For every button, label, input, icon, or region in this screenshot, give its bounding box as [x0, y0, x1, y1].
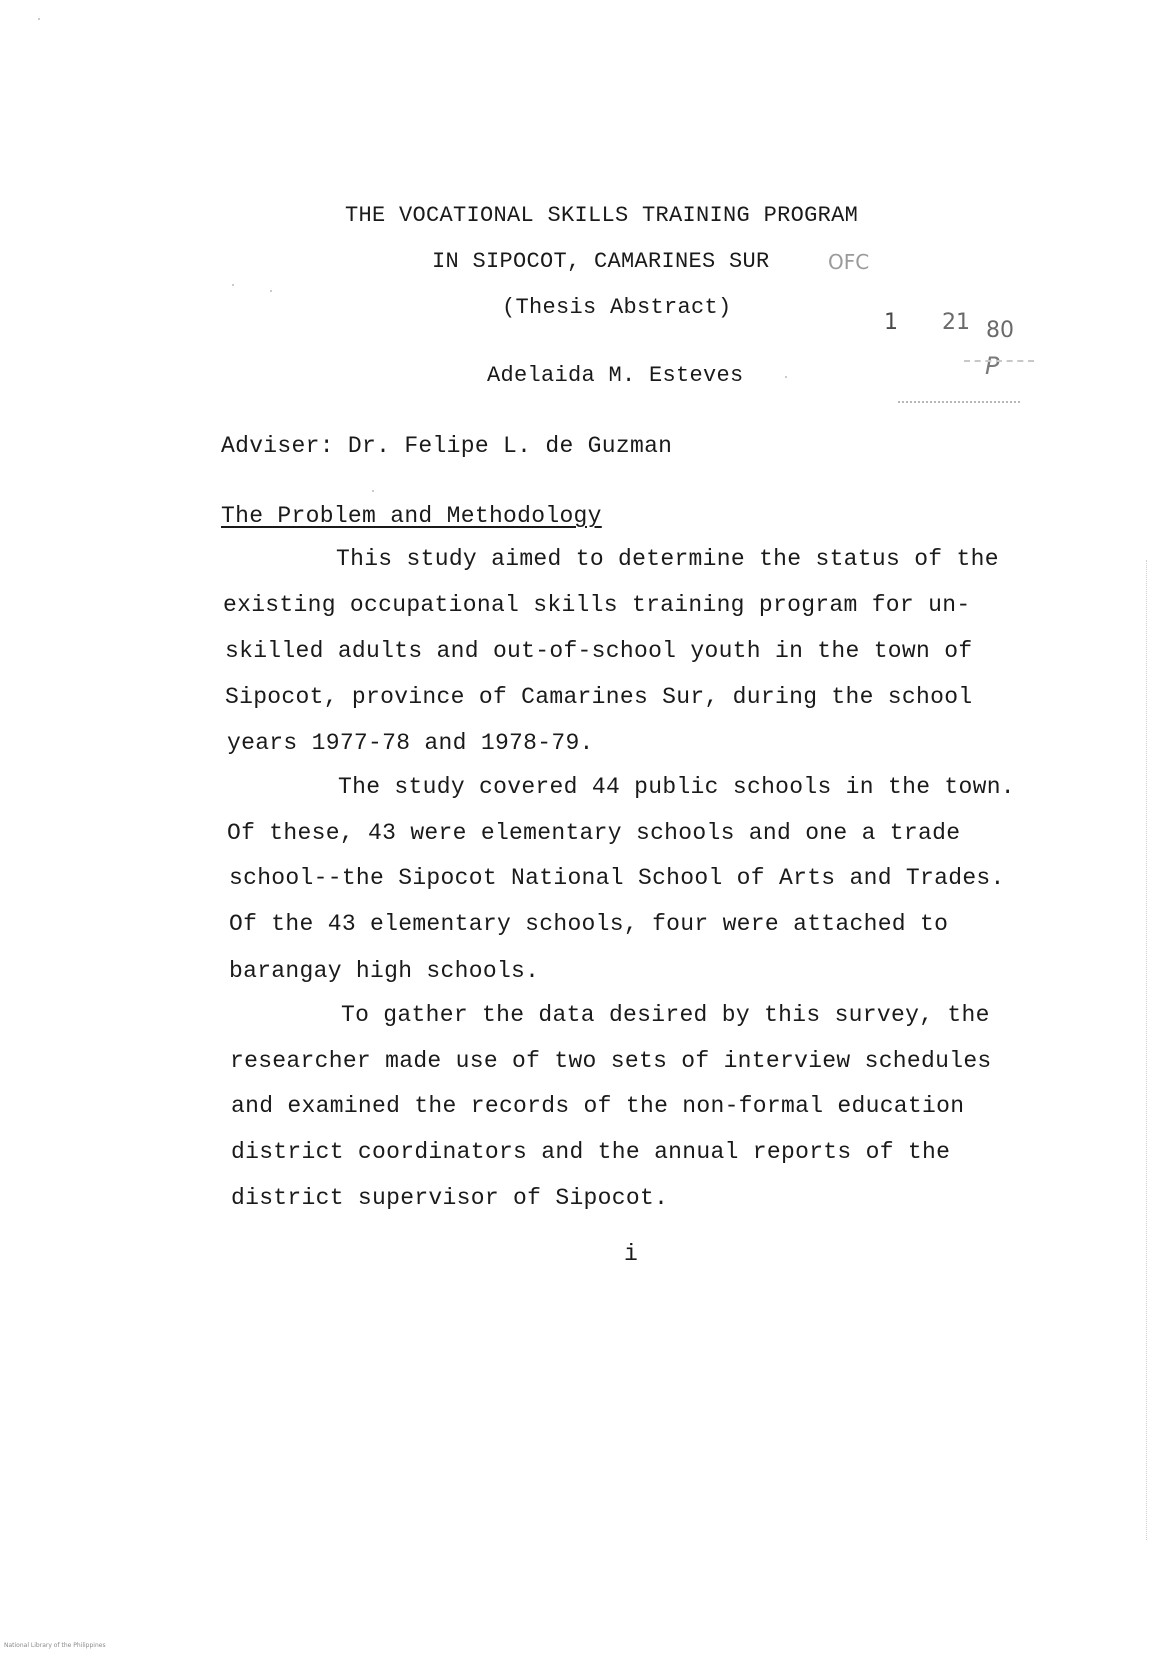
- paragraph-3-line: district coordinators and the annual reports of the: [231, 1139, 951, 1165]
- stamp-top-text: OFC: [828, 250, 870, 274]
- paragraph-3-line: and examined the records of the non-formal education: [231, 1093, 965, 1119]
- scan-speck: [270, 290, 272, 292]
- paragraph-2-line: Of these, 43 were elementary schools and one a trade: [227, 820, 961, 846]
- stamp-date-year: 80: [986, 318, 1014, 343]
- page-number: i: [624, 1241, 639, 1267]
- scan-speck: [232, 284, 234, 286]
- scan-speck: [38, 18, 40, 20]
- scan-edge: [1146, 560, 1148, 1540]
- author-name: Adelaida M. Esteves: [487, 363, 744, 388]
- paragraph-3-line: researcher made use of two sets of interview schedules: [230, 1048, 992, 1074]
- paragraph-2-line: school--the Sipocot National School of Arts and Trades.: [229, 865, 1005, 891]
- stamp-date-day: 21: [942, 310, 970, 335]
- scan-speck: [372, 490, 374, 492]
- paragraph-1-line: Sipocot, province of Camarines Sur, during the school: [225, 684, 973, 710]
- paragraph-1-line: existing occupational skills training program for un-: [223, 592, 971, 618]
- paragraph-2-line: The study covered 44 public schools in the town.: [338, 774, 1015, 800]
- paragraph-1-line: years 1977-78 and 1978-79.: [227, 730, 594, 756]
- stamp-date-month: 1: [884, 310, 898, 335]
- paragraph-2-line: barangay high schools.: [229, 958, 540, 984]
- paragraph-3-line: To gather the data desired by this survey, the: [341, 1002, 990, 1028]
- paragraph-1-line: This study aimed to determine the status of the: [336, 546, 999, 572]
- subtitle: (Thesis Abstract): [502, 295, 732, 320]
- title-line-1: THE VOCATIONAL SKILLS TRAINING PROGRAM: [345, 203, 859, 228]
- paragraph-3-line: district supervisor of Sipocot.: [231, 1185, 669, 1211]
- title-line-2: IN SIPOCOT, CAMARINES SUR: [432, 249, 770, 274]
- paragraph-2-line: Of the 43 elementary schools, four were attached to: [229, 911, 949, 937]
- adviser-line: Adviser: Dr. Felipe L. de Guzman: [221, 433, 673, 459]
- stamp-initials: P: [985, 352, 1000, 380]
- scan-speck: [785, 376, 787, 378]
- paragraph-1-line: skilled adults and out-of-school youth in the town of: [225, 638, 973, 664]
- scan-footer: National Library of the Philippines: [4, 1642, 106, 1649]
- stamp-dashed-line: [964, 360, 1034, 362]
- section-heading: The Problem and Methodology: [221, 503, 602, 529]
- stamp-dotted-line: [898, 401, 1020, 403]
